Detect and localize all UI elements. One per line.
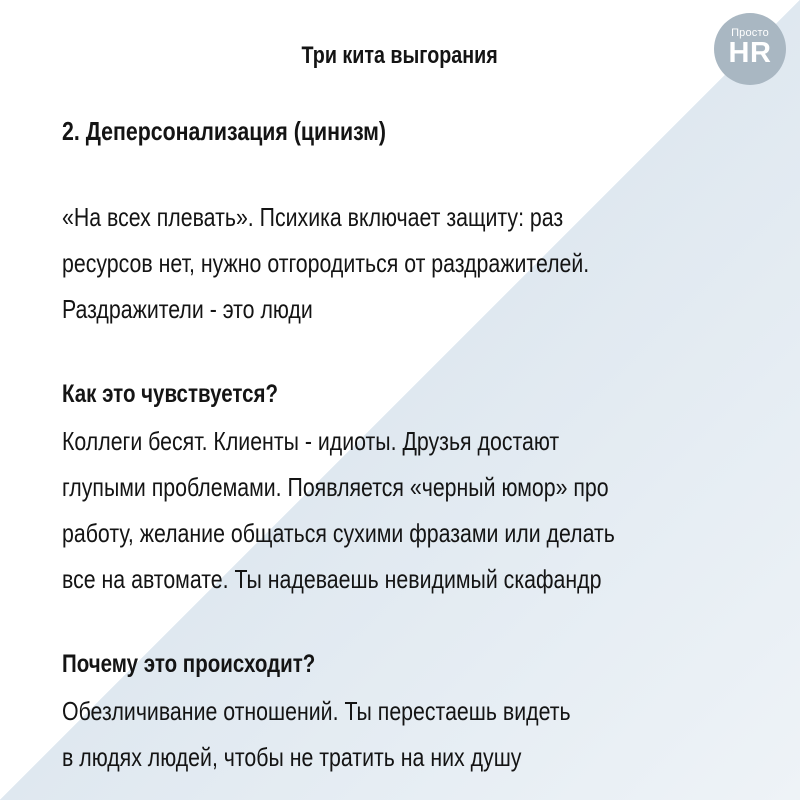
why-heading: Почему это происходит?: [62, 650, 316, 678]
feel-heading: Как это чувствуется?: [62, 380, 279, 408]
text-line: глупыми проблемами. Появляется «черный юмор» про: [62, 472, 609, 502]
logo-top-text: Просто: [731, 27, 769, 39]
text-line: в людях людей, чтобы не тратить на них душу: [62, 742, 522, 772]
section-heading: 2. Деперсонализация (цинизм): [62, 116, 387, 146]
logo-main-text: HR: [728, 37, 772, 69]
text-line: Коллеги бесят. Клиенты - идиоты. Друзья достают: [62, 426, 560, 456]
feel-paragraph: [62, 418, 615, 602]
text-line: ресурсов нет, нужно отгородиться от раздражителей.: [62, 248, 590, 278]
page-title: [0, 42, 800, 70]
text-line: «На всех плевать». Психика включает защиту: раз: [62, 202, 564, 232]
text-line: Обезличивание отношений. Ты перестаешь видеть: [62, 696, 571, 726]
text-line: работу, желание общаться сухими фразами или делать: [62, 518, 615, 548]
text-line: Раздражители - это люди: [62, 294, 313, 324]
why-paragraph: [62, 688, 571, 780]
text-line: все на автомате. Ты надеваешь невидимый скафандр: [62, 564, 602, 594]
intro-paragraph: [62, 194, 589, 332]
page-title-text: Три кита выгорания: [301, 42, 499, 69]
